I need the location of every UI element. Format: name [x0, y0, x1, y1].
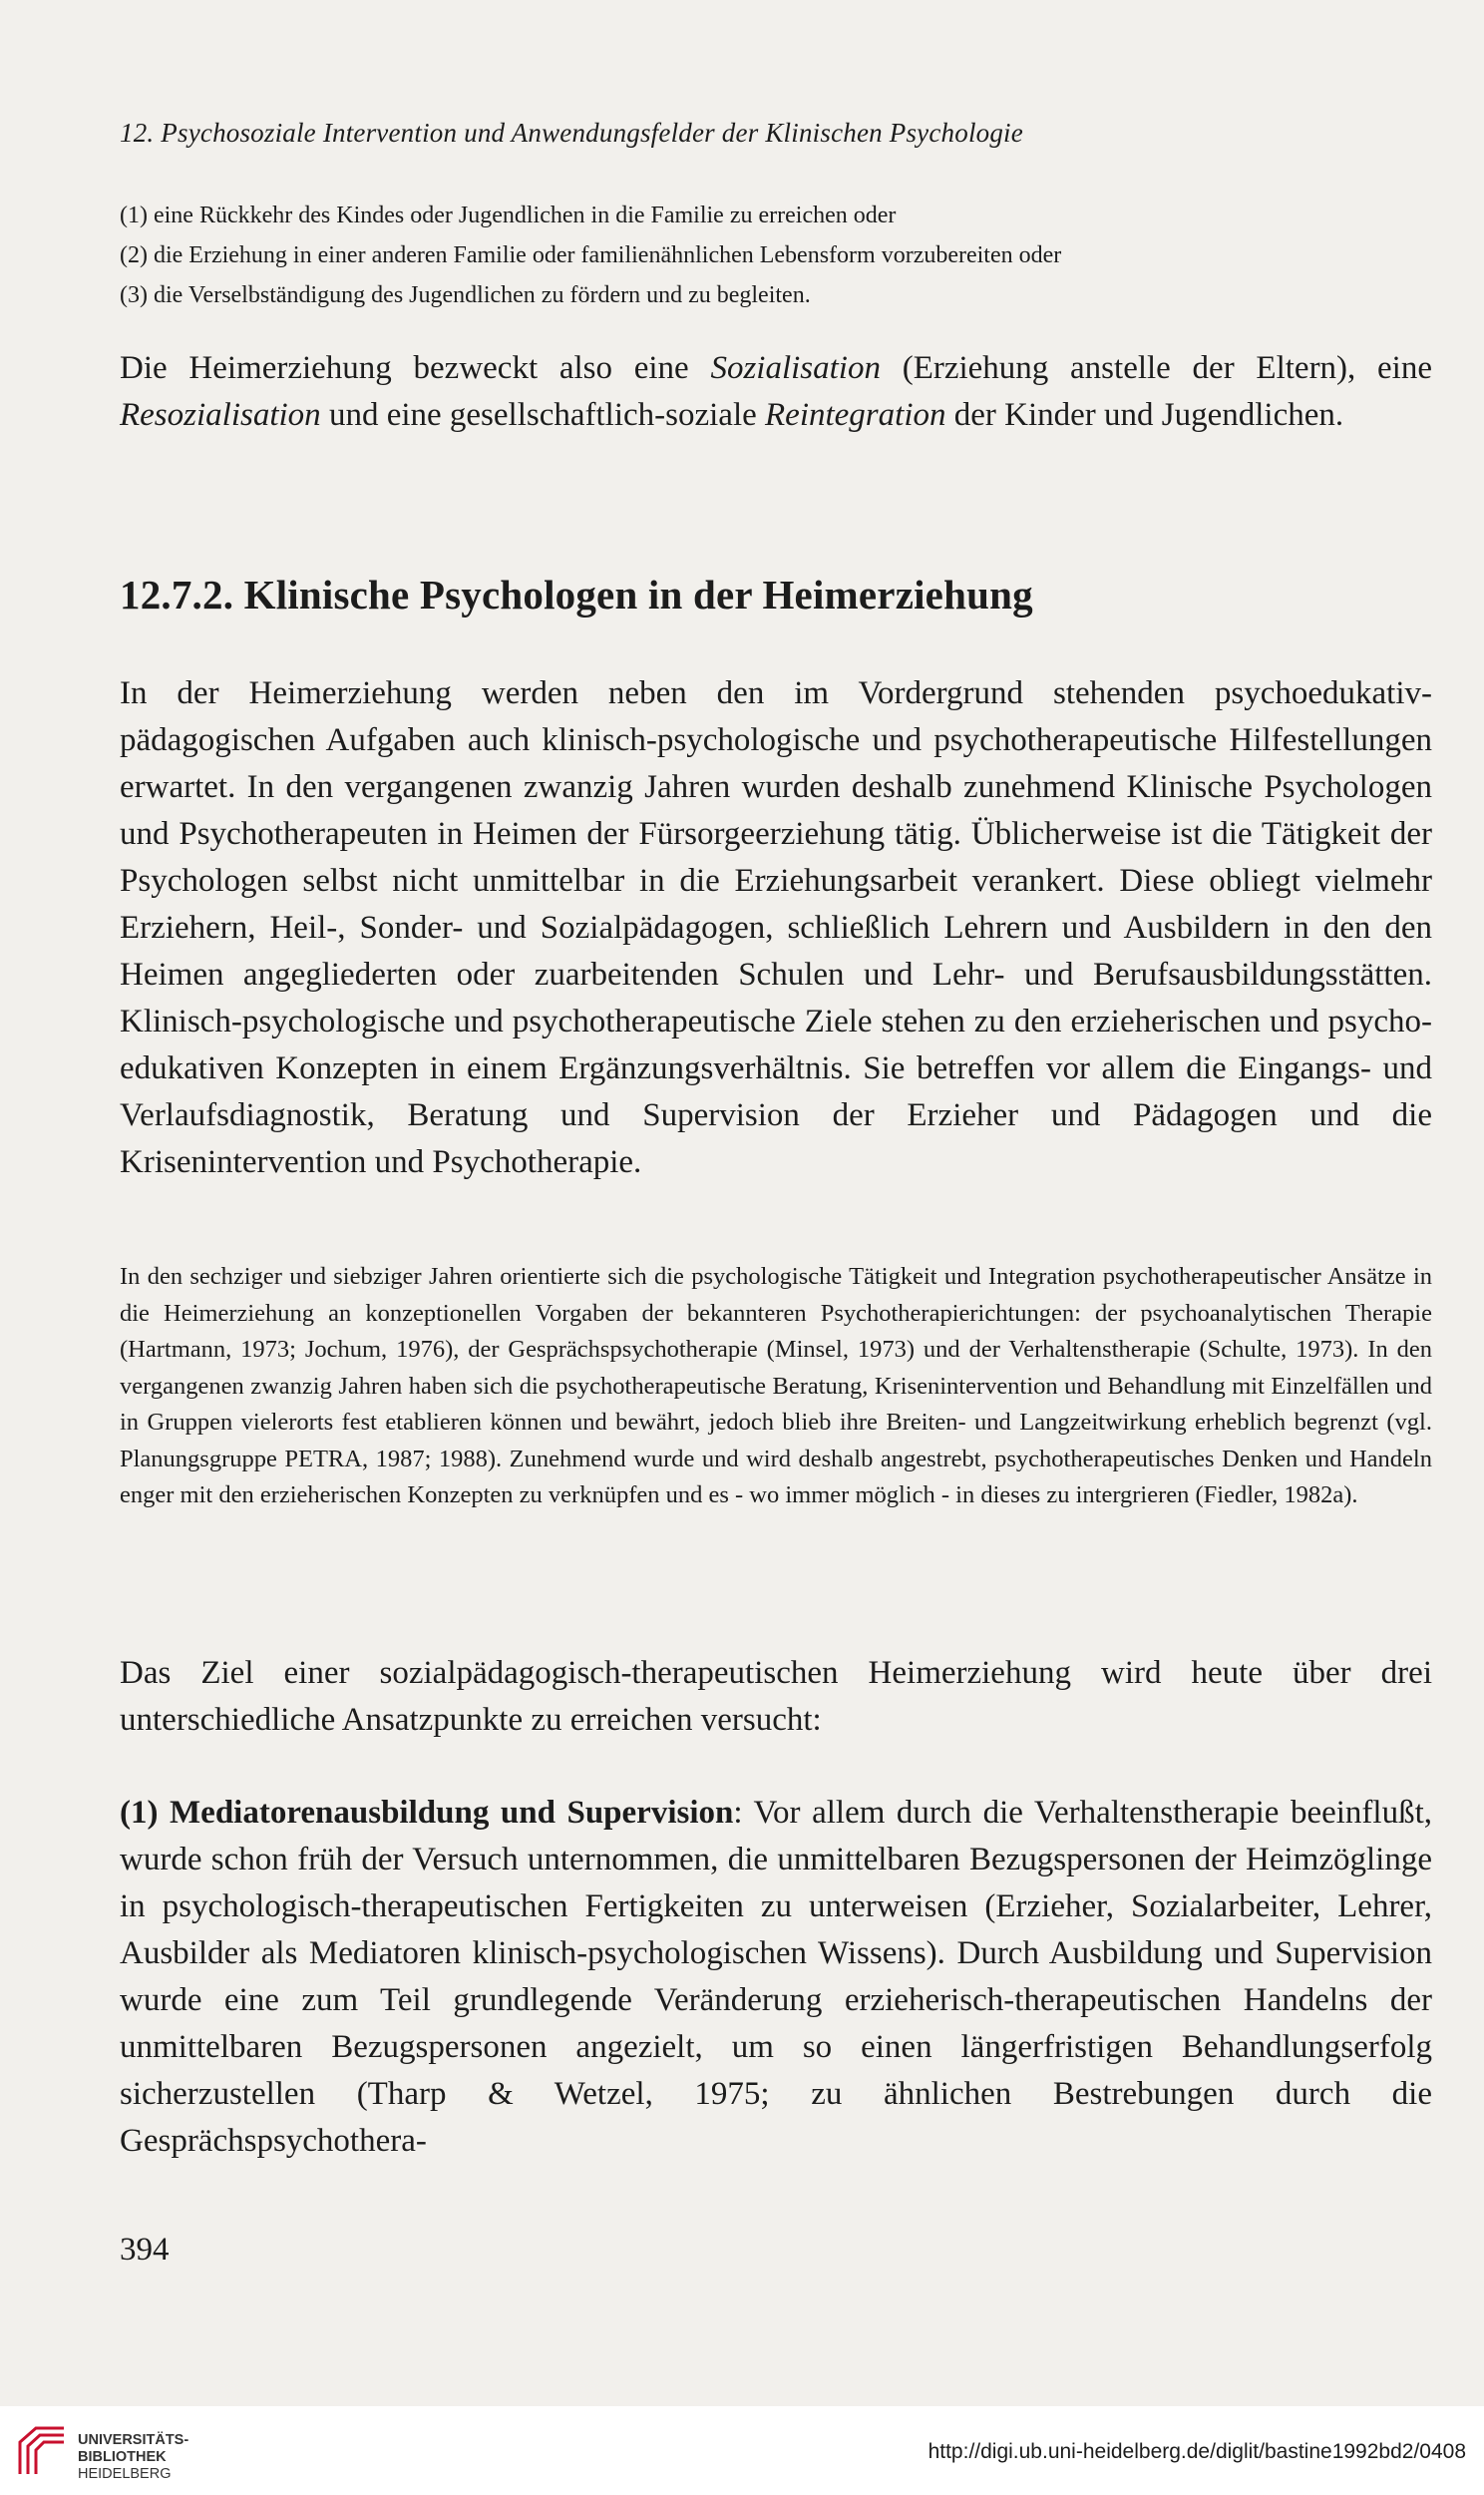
library-name: UNIVERSITÄTS- BIBLIOTHEK HEIDELBERG — [78, 2432, 189, 2482]
footer-bar — [0, 2406, 1484, 2495]
goal-list — [120, 196, 1376, 315]
term-reintegration: Reintegration — [765, 397, 946, 433]
run-in-heading: (1) Mediatorenausbildung und Supervision — [120, 1795, 734, 1831]
list-item: (2) die Erziehung in einer anderen Familie oder familienähnlichen Lebensform vorzubereiten oder — [120, 242, 1062, 268]
paragraph-mediator-training: (1) Mediatorenausbildung und Supervision: Vor allem durch die Verhaltenstherapie beeinflußt, wurde schon früh der Versuch unternommen, die unmittelbaren Bezugspersonen der Heimzöglinge in psychologisch-therapeutischen Fertigkeiten zu unterweisen (Erzieher, Sozialarbeiter, Lehrer, Ausbilder als Mediatoren klinisch-psychologischen Wissens). Durch Ausbildung und Supervision wurde eine zum Teil grundlegende Veränderung erzieherisch-therapeutischen Handelns der unmittelbaren Bezugspersonen angezielt, um so einen längerfristigen Behandlungserfolg sicherzustellen (Tharp & Wetzel, 1975; zu ähnlichen Bestrebungen durch die Gesprächspsychothera- — [120, 1795, 1432, 2159]
term-sozialisation: Sozialisation — [710, 350, 881, 386]
section-heading: 12.7.2. Klinische Psychologen in der Heimerziehung — [120, 572, 1033, 618]
paragraph-approaches: Das Ziel einer sozialpädagogisch-therapeutischen Heimerziehung wird heute über drei unterschiedliche Ansatzpunkte zu erreichen versucht: — [120, 1655, 1432, 1738]
running-head: 12. Psychosoziale Intervention und Anwendungsfelder der Klinischen Psychologie — [120, 118, 1023, 148]
source-url-link[interactable]: http://digi.ub.uni-heidelberg.de/diglit/bastine1992bd2/0408 — [928, 2440, 1466, 2463]
paragraph-clinical-psychologists: In der Heimerziehung werden neben den im Vordergrund stehenden psychoedukativ-pädagogischen Aufgaben auch klinisch-psychologische und psychotherapeutische Hilfestellungen erwartet. In den vergangenen zwanzig Jahren wurden deshalb zunehmend Klinische Psychologen und Psychotherapeuten in Heimen der Fürsorgeerziehung tätig. Üblicherweise ist die Tätigkeit der Psychologen selbst nicht unmittelbar in die Erziehungsarbeit verankert. Diese obliegt vielmehr Erziehern, Heil-, Sonder- und Sozialpädagogen, schließlich Lehrern und Ausbildern in den den Heimen angegliederten oder zuarbeitenden Schulen und Lehr- und Berufsausbildungsstätten. Klinisch-psychologische und psychotherapeutische Ziele stehen zu den erzieherischen und psychoedukativen Konzepten in einem Ergänzungsverhältnis. Sie betreffen vor allem die Eingangs- und Verlaufsdiagnostik, Beratung und Supervision der Erzieher und Pädagogen und die Krisenintervention und Psychotherapie. — [120, 675, 1432, 1180]
paragraph-small-print: In den sechziger und siebziger Jahren orientierte sich die psychologische Tätigkeit und Integration psychotherapeutischer Ansätze in die Heimerziehung an konzeptionellen Vorgaben der bekannteren Psychotherapierichtungen: der psychoanalytischen Therapie (Hartmann, 1973; Jochum, 1976), der Gesprächspsychotherapie (Minsel, 1973) und der Verhaltenstherapie (Schulte, 1973). In den vergangenen zwanzig Jahren haben sich die psychotherapeutische Beratung, Krisenintervention und Behandlung mit Einzelfällen und in Gruppen vielerorts fest etablieren können und bewährt, jedoch blieb ihre Breiten- und Langzeitwirkung erheblich begrenzt (vgl. Planungsgruppe PETRA, 1987; 1988). Zunehmend wurde und wird deshalb angestrebt, psychotherapeutisches Denken und Handeln enger mit den erzieherischen Konzepten zu verknüpfen und es - wo immer möglich - in dieses zu intergrieren (Fiedler, 1982a). — [120, 1263, 1432, 1508]
list-item: (1) eine Rückkehr des Kindes oder Jugendlichen in die Familie zu erreichen oder — [120, 203, 897, 228]
term-resozialisation: Resozialisation — [120, 397, 321, 433]
list-item: (3) die Verselbständigung des Jugendlichen zu fördern und zu begleiten. — [120, 282, 811, 308]
page-number: 394 — [120, 2232, 170, 2268]
paragraph-aims: Die Heimerziehung bezweckt also eine Sozialisation (Erziehung anstelle der Eltern), eine Resozialisation und eine gesellschaftlich-soziale Reintegration der Kinder und Jugendlichen. — [120, 350, 1432, 433]
library-logo-icon — [14, 2424, 70, 2480]
